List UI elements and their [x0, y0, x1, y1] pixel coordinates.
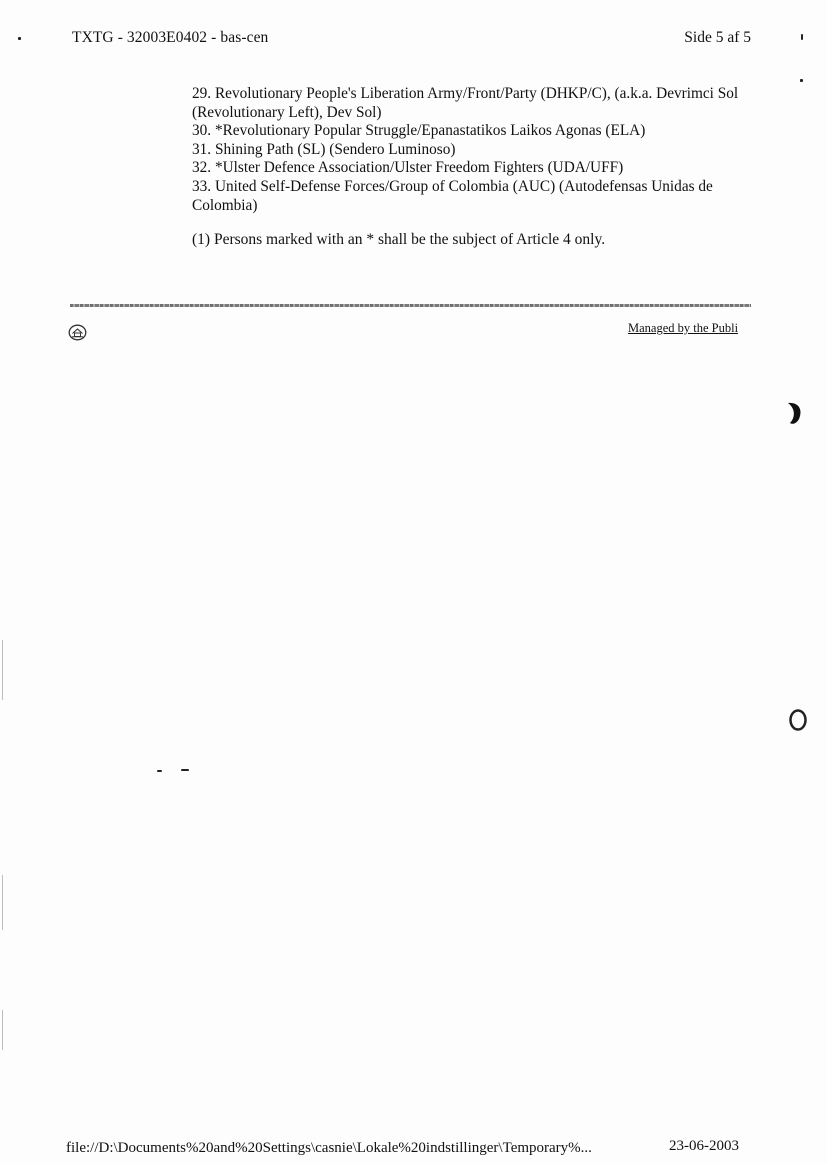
punch-hole-mark [783, 400, 803, 426]
scan-speck [18, 37, 21, 40]
scan-speck [157, 770, 162, 772]
footnote: (1) Persons marked with an * shall be the subject of Article 4 only. [192, 231, 606, 248]
list-item: 32. *Ulster Defence Association/Ulster Freedom Fighters (UDA/UFF) [192, 159, 624, 177]
list-item: 33. United Self-Defense Forces/Group of Colombia (AUC) (Autodefensas Unidas de Colombia) [192, 177, 713, 214]
page-indicator: Side 5 af 5 [684, 29, 751, 46]
list-item: 29. Revolutionary People's Liberation Army/Front/Party (DHKP/C), (a.k.a. Devrimci Sol (Revolutionary Left), Dev Sol) [192, 85, 739, 121]
horizontal-rule [70, 304, 751, 307]
list-item: 31. Shining Path (SL) (Sendero Luminoso) [192, 140, 456, 158]
document-id: TXTG - 32003E0402 - bas-cen [72, 29, 269, 46]
home-icon[interactable] [68, 324, 87, 341]
punch-hole-mark [788, 707, 808, 733]
scan-speck [800, 79, 803, 82]
scan-edge-line [2, 640, 3, 700]
scan-speck [801, 34, 803, 40]
home-icon-graphic [68, 324, 87, 341]
managed-by-link[interactable]: Managed by the Publi [628, 321, 739, 335]
scan-speck [181, 769, 189, 771]
scan-edge-line [2, 875, 3, 930]
scan-edge-line [2, 1010, 3, 1050]
print-date: 23-06-2003 [669, 1138, 739, 1154]
list-item: 30. *Revolutionary Popular Struggle/Epanastatikos Laikos Agonas (ELA) [192, 122, 646, 140]
organization-list [192, 85, 752, 215]
file-path: file://D:\Documents%20and%20Settings\casnie\Lokale%20indstillinger\Temporary%... [66, 1140, 592, 1156]
